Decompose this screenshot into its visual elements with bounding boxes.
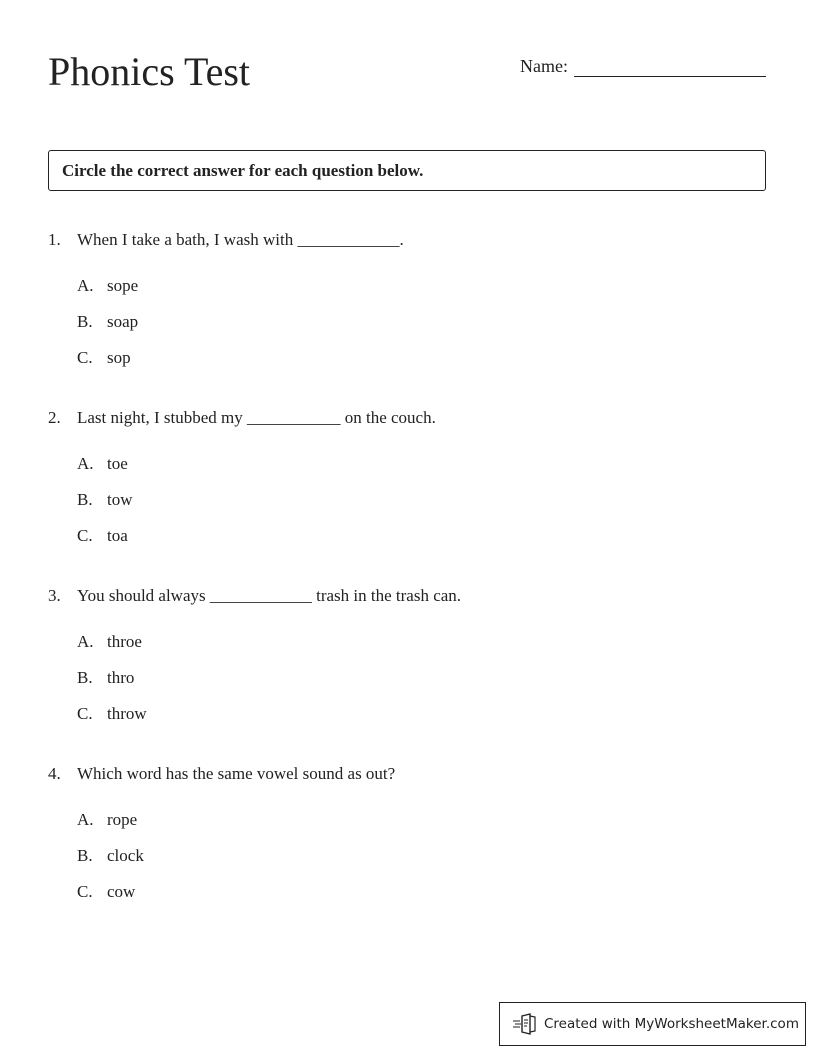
question-number: 4. [48, 764, 61, 783]
option-letter: A. [77, 632, 94, 651]
name-field [520, 54, 766, 77]
option-letter: C. [77, 348, 93, 367]
question-2 [48, 406, 768, 584]
answer-option[interactable] [77, 666, 768, 702]
answer-option[interactable] [77, 880, 768, 916]
question-3 [48, 584, 768, 762]
question-stem [48, 228, 768, 262]
answer-option[interactable] [77, 488, 768, 524]
question-number: 2. [48, 408, 61, 427]
option-text: thro [107, 668, 135, 687]
question-list [48, 228, 768, 940]
answer-option[interactable] [77, 346, 768, 382]
answer-options [48, 808, 768, 916]
option-letter: A. [77, 276, 94, 295]
answer-option[interactable] [77, 524, 768, 560]
footer-credit-text: Created with MyWorksheetMaker.com [544, 1016, 799, 1032]
option-text: toe [107, 454, 128, 473]
footer-credit-badge[interactable] [499, 1002, 806, 1046]
answer-option[interactable] [77, 844, 768, 880]
option-letter: B. [77, 846, 93, 865]
option-text: soap [107, 312, 139, 331]
answer-option[interactable] [77, 702, 768, 738]
question-number: 1. [48, 230, 61, 249]
answer-option[interactable] [77, 310, 768, 346]
option-letter: A. [77, 810, 94, 829]
question-text: Last night, I stubbed my ___________ on the couch. [77, 408, 436, 427]
option-text: throw [107, 704, 147, 723]
option-text: cow [107, 882, 136, 901]
name-label: Name: [520, 56, 568, 76]
question-text: Which word has the same vowel sound as out? [77, 764, 396, 783]
question-number: 3. [48, 586, 61, 605]
question-4 [48, 762, 768, 940]
option-letter: B. [77, 490, 93, 509]
answer-option[interactable] [77, 808, 768, 844]
option-text: tow [107, 490, 133, 509]
option-letter: B. [77, 312, 93, 331]
option-text: throe [107, 632, 142, 651]
option-letter: A. [77, 454, 94, 473]
option-letter: B. [77, 668, 93, 687]
answer-option[interactable] [77, 630, 768, 666]
page-title: Phonics Test [48, 49, 251, 94]
instructions-text: Circle the correct answer for each question below. [62, 160, 424, 180]
option-text: rope [107, 810, 138, 829]
answer-option[interactable] [77, 274, 768, 310]
question-text: When I take a bath, I wash with ____________. [77, 230, 404, 249]
answer-options [48, 274, 768, 382]
question-stem [48, 406, 768, 440]
question-text: You should always ____________ trash in the trash can. [77, 586, 462, 605]
answer-options [48, 452, 768, 560]
option-text: sop [107, 348, 131, 367]
option-letter: C. [77, 704, 93, 723]
question-1 [48, 228, 768, 406]
worksheet-maker-logo-icon [512, 1013, 538, 1035]
option-letter: C. [77, 882, 93, 901]
option-text: toa [107, 526, 128, 545]
option-text: sope [107, 276, 139, 295]
question-stem [48, 762, 768, 796]
option-text: clock [107, 846, 144, 865]
instructions-box [48, 150, 766, 191]
answer-option[interactable] [77, 452, 768, 488]
question-stem [48, 584, 768, 618]
answer-options [48, 630, 768, 738]
name-blank-line [574, 54, 766, 77]
option-letter: C. [77, 526, 93, 545]
